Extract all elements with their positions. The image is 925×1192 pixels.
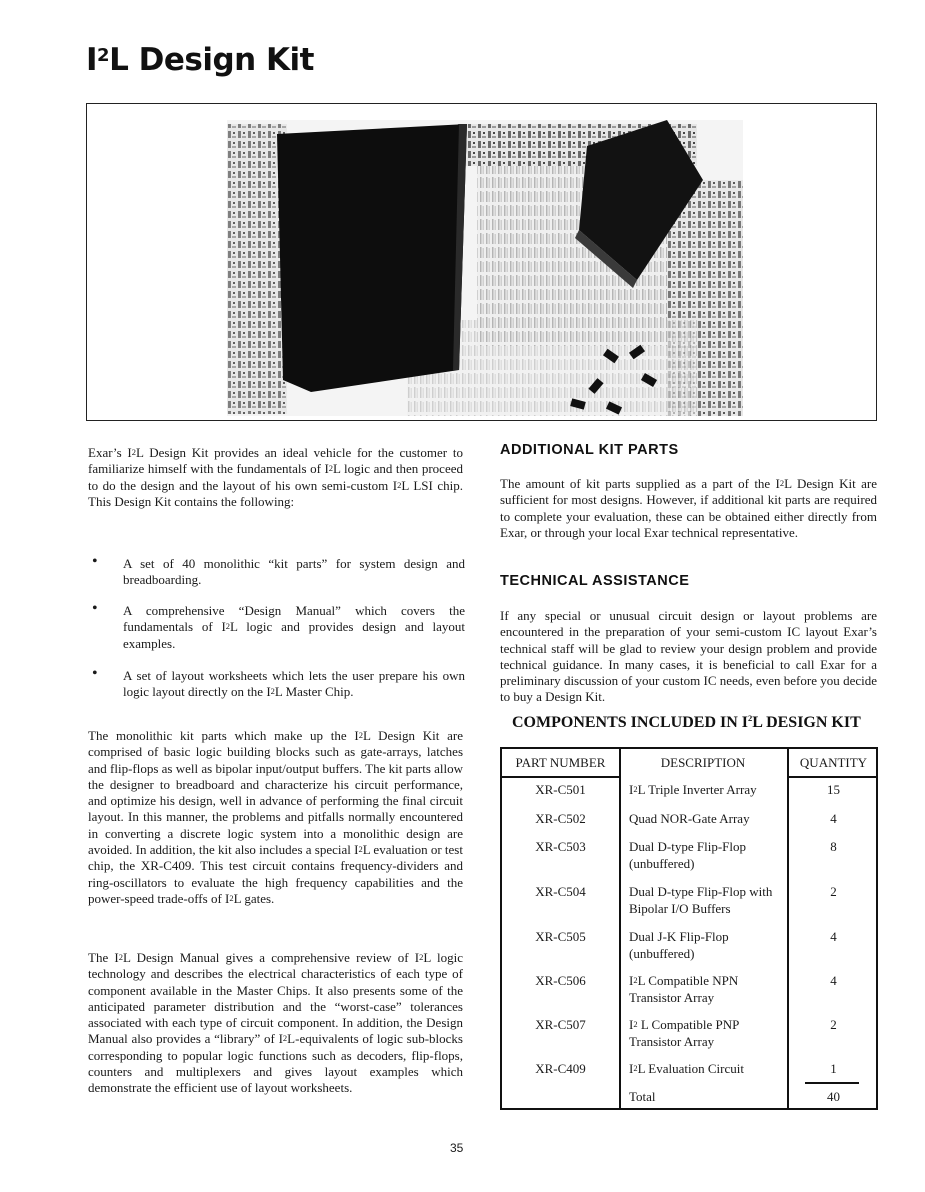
total-rule [805,1082,859,1084]
technical-assistance-paragraph [500,608,877,706]
design-kit-photo [227,120,743,416]
components-table [500,747,878,1110]
header-part-number: PART NUMBER [515,755,606,770]
bullet-point: • [92,665,98,682]
kit-parts-text: The monolithic kit parts which make up the $I^2L$ Design Kit are comprised of basic logic building blocks such as gate-arrays, latches and flip-flops as well as bipolar input/output buffers. The kit parts allow the designer to breadboard and characterize his circuit performance, and optimize his design, well in advance of performing the final circuit layout. In this manner, the problems and pitfalls normally encountered in converting a discrete logic system into a monolithic design are avoided. In addition, the kit also includes a special $I^2L$ evaluation or test chip, the XR-C409. This test circuit contains frequency-dividers and ring-oscillators to evaluate the high frequency capabilities and the power-speed trade-offs of $I^2L$ gates. [88,728,464,906]
bullet-point: • [92,600,98,617]
quantity-cell: 1 [830,1061,837,1076]
description-cell: $I^2L$ Triple Inverter Array [629,782,757,797]
header-quantity: QUANTITY [799,755,868,770]
technical-assistance-text: If any special or unusual circuit design or layout problems are encountered in the preparation of your semi-custom IC layout Exar’s technical staff will be glad to review your design problem and provide technical guidance. In many cases, it is beneficial to call Exar for a preliminary discussion of your custom IC needs, even before you decide to buy a Design Kit. [500,608,877,705]
description-cell: Dual D-type Flip-Flop (unbuffered) [629,839,746,871]
design-manual-paragraph [88,950,463,1097]
part-number-cell: XR-C501 [535,782,586,797]
quantity-cell: 2 [830,1017,837,1032]
product-photo-frame [86,103,877,421]
additional-kit-parts-heading: ADDITIONAL KIT PARTS [500,442,679,458]
part-number-cell: XR-C502 [535,811,586,826]
part-number-cell: XR-C504 [535,884,586,899]
kit-parts-paragraph [88,728,463,907]
technical-assistance-heading: TECHNICAL ASSISTANCE [500,573,690,589]
part-number-cell: XR-C503 [535,839,586,854]
description-cell: Dual D-type Flip-Flop with Bipolar I/O Buffers [629,884,773,916]
description-cell: $I^2L$ Compatible NPN Transistor Array [629,973,739,1005]
description-cell: Dual J-K Flip-Flop (unbuffered) [629,929,729,961]
intro-paragraph [88,445,463,510]
quantity-cell: 4 [830,973,837,988]
total-label: Total [629,1089,656,1104]
part-number-cell: XR-C507 [535,1017,586,1032]
part-number-cell: XR-C506 [535,973,586,988]
bullet-text: A set of 40 monolithic “kit parts” for system design and breadboarding. [123,556,465,588]
bullet-text: A comprehensive “Design Manual” which covers the fundamentals of $I^2L$ logic and provides design and layout examples. [123,603,465,651]
quantity-cell: 2 [830,884,837,899]
additional-kit-parts-text: The amount of kit parts supplied as a part of the $I^2L$ Design Kit are sufficient for most designs. However, if additional kit parts are required to complete your evaluation, these can be obtained either directly from Exar, or through your local Exar technical representative. [500,476,877,540]
page-number: 35 [450,1141,464,1155]
total-value: 40 [827,1089,840,1104]
quantity-cell: 15 [827,782,840,797]
quantity-cell: 4 [830,811,837,826]
bullet-point: • [92,553,98,570]
components-heading: COMPONENTS INCLUDED IN $I^2L$ DESIGN KIT [512,713,861,731]
header-description: DESCRIPTION [660,755,746,770]
bullet-text: A set of layout worksheets which lets the user prepare his own logic layout directly on the $I^2L$ Master Chip. [123,668,465,700]
header-rule [787,776,876,778]
part-number-cell: XR-C505 [535,929,586,944]
page-title: $I^2L$ Design Kit [86,42,314,78]
description-cell: Quad NOR-Gate Array [629,811,750,826]
header-rule [502,776,619,778]
design-manual-text: The $I^2L$ Design Manual gives a comprehensive review of $I^2L$ logic technology and describes the electrical characteristics of each type of component available in the Master Chips. It also presents some of the anticipated parameter distribution and the “worst-case” tolerances associated with each type of circuit component. In addition, the Design Manual also provides a “library” of $I^2L$-equivalents of logic sub-blocks corresponding to popular logic functions such as decoders, flip-flops, counters and multiplexers and gives layout examples which demonstrate the efficient use of layout worksheets. [88,950,464,1096]
intro-text: Exar’s $I^2L$ Design Kit provides an ideal vehicle for the customer to familiarize himself with the fundamentals of $I^2L$ logic and then proceed to do the design and the layout of his own semi-custom $I^2L$ LSI chip. This Design Kit contains the following: [88,445,463,509]
additional-kit-parts-paragraph [500,476,877,541]
part-number-cell: XR-C409 [535,1061,586,1076]
description-cell: $I^2$ L Compatible PNP Transistor Array [629,1017,739,1049]
quantity-cell: 4 [830,929,837,944]
column-divider [619,749,621,1108]
description-cell: $I^2L$ Evaluation Circuit [629,1061,744,1076]
quantity-cell: 8 [830,839,837,854]
